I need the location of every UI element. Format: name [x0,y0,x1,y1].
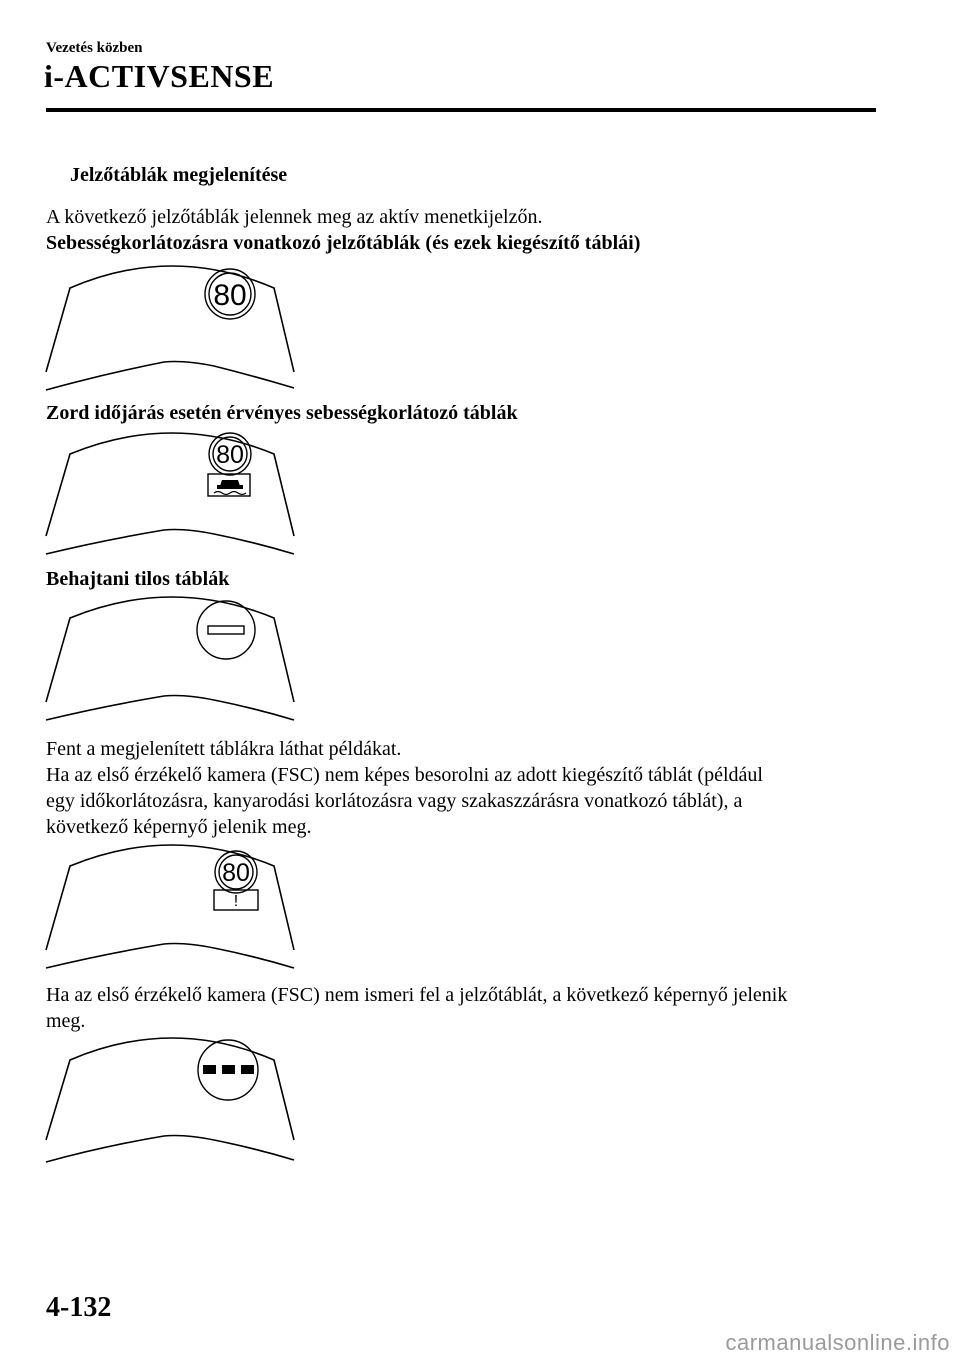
section-title: Jelzőtáblák megjelenítése [70,164,288,186]
intro-text: A következő jelzőtáblák jelennek meg az aktív menetkijelzőn. [46,206,543,228]
unknown-panel-symbol: ! [233,893,239,910]
paragraph-unrecognized-sign-line-2: meg. [46,1010,86,1032]
no-entry-sign-icon [197,601,255,659]
unknown-supplement-speed-value: 80 [222,859,250,887]
figure-no-entry-sign [44,590,300,730]
subsection-heading-no-entry: Behajtani tilos táblák [46,568,230,590]
watermark: carmanualsonline.info [725,1330,950,1355]
paragraph-unrecognized-supplement-line-1: Ha az első érzékelő kamera (FSC) nem képes besorolni az adott kiegészítő táblát (például [46,764,763,786]
subsection-heading-speed-limit: Sebességkorlátozásra vonatkozó jelzőtáblák (és ezek kiegészítő táblái) [46,232,641,254]
figure-weather-speed-limit-sign [44,424,300,564]
subsection-heading-weather-speed-limit: Zord időjárás esetén érvényes sebességkorlátozó táblák [46,402,518,424]
paragraph-unrecognized-supplement-line-3: következő képernyő jelenik meg. [46,816,312,838]
header-rule [46,108,876,112]
page-number: 4-132 [46,1292,112,1323]
weather-speed-limit-value: 80 [216,441,244,469]
figure-unknown-supplement-sign [44,838,300,978]
paragraph-examples: Fent a megjelenített táblákra láthat példákat. [46,738,402,760]
figure-unrecognized-sign [44,1028,300,1168]
speed-limit-value: 80 [213,279,247,312]
chapter-label: Vezetés közben [46,40,143,56]
chapter-title: i-ACTIVSENSE [44,58,275,94]
figure-speed-limit-sign [44,256,300,396]
paragraph-unrecognized-supplement-line-2: egy időkorlátozásra, kanyarodási korlátozásra vagy szakaszzárásra vonatkozó táblát), a [46,790,743,812]
paragraph-unrecognized-sign-line-1: Ha az első érzékelő kamera (FSC) nem ismeri fel a jelzőtáblát, a következő képernyő jelenik [46,984,788,1006]
